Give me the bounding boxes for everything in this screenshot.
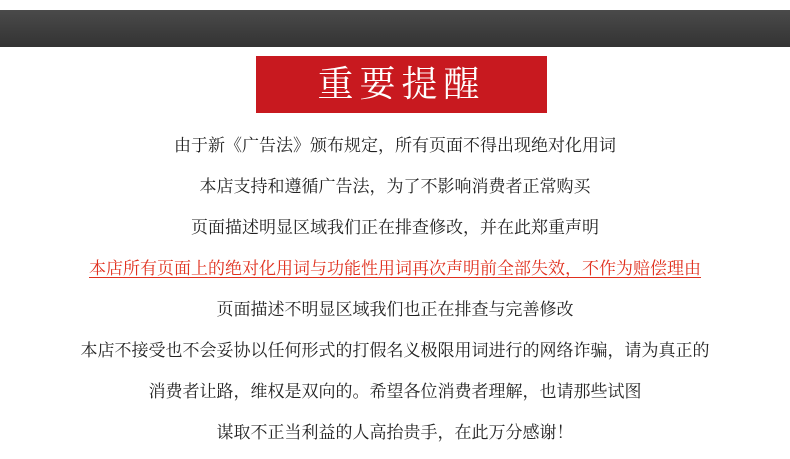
notice-line: 本店不接受也不会妥协以任何形式的打假名义极限用词进行的网络诈骗，请为真正的: [80, 341, 710, 361]
notice-title-banner: [256, 56, 547, 113]
notice-title: 重要提醒: [317, 63, 486, 105]
notice-line: 页面描述明显区域我们正在排查修改，并在此郑重声明: [191, 218, 599, 238]
notice-line: 消费者让路，维权是双向的。希望各位消费者理解，也请那些试图: [148, 382, 642, 402]
notice-line: 由于新《广告法》颁布规定，所有页面不得出现绝对化用词: [174, 136, 616, 156]
notice-warning-line: 本店所有页面上的绝对化用词与功能性用词再次声明前全部失效，不作为赔偿理由: [89, 259, 701, 279]
notice-line: 谋取不正当利益的人高抬贵手，在此万分感谢！: [216, 423, 574, 443]
top-bar: [0, 10, 790, 47]
notice-line: 本店支持和遵循广告法，为了不影响消费者正常购买: [199, 177, 591, 197]
notice-body: [0, 126, 790, 454]
notice-line: 页面描述不明显区域我们也正在排查与完善修改: [216, 300, 574, 320]
